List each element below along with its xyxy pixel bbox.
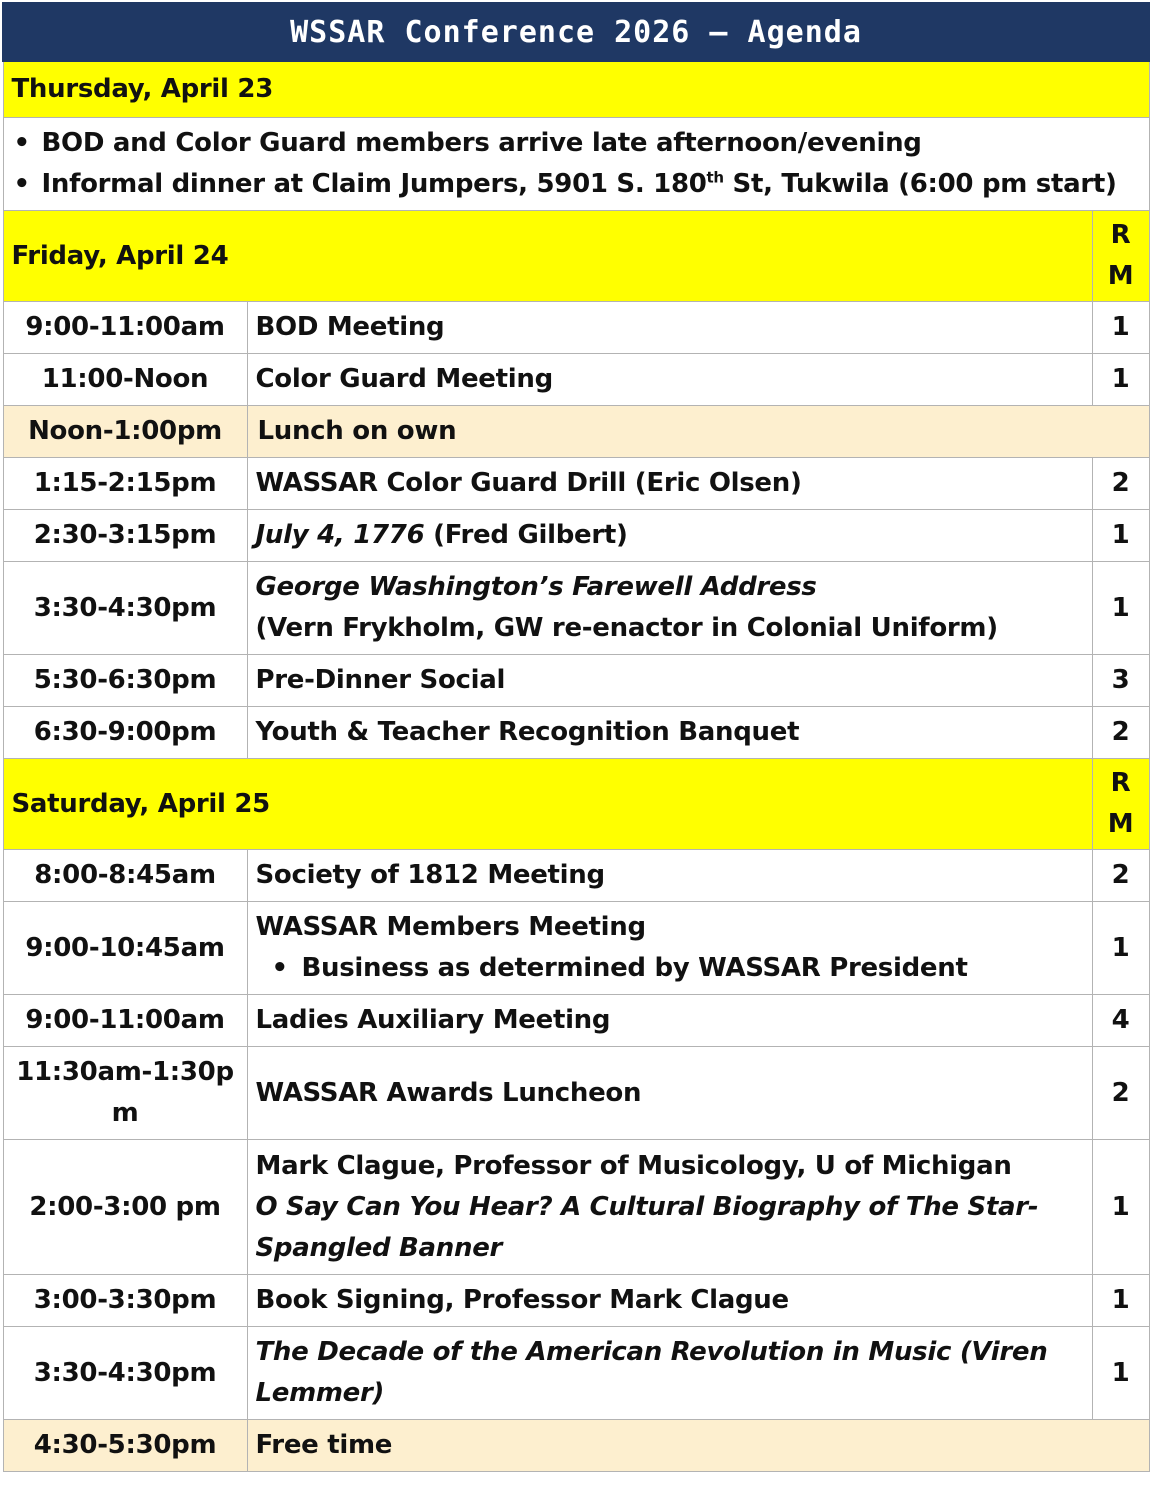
event-cell: Mark Clague, Professor of Musicology, U of Michigan O Say Can You Hear? A Cultural Biography of The Star- Spangled Banner: [247, 1140, 1092, 1275]
room-cell: 1: [1092, 302, 1149, 354]
event-cell: WASSAR Color Guard Drill (Eric Olsen): [247, 458, 1092, 510]
event-cell: WASSAR Awards Luncheon: [247, 1047, 1092, 1140]
event-cell: Society of 1812 Meeting: [247, 850, 1092, 902]
time-cell: 3:30-4:30pm: [3, 562, 247, 655]
agenda-table: [2, 2, 1150, 1472]
event-cell: July 4, 1776 (Fred Gilbert): [247, 510, 1092, 562]
table-row: [3, 510, 1149, 562]
room-column-header: R M: [1092, 759, 1149, 850]
time-cell: 2:30-3:15pm: [3, 510, 247, 562]
time-cell: 3:30-4:30pm: [3, 1327, 247, 1420]
event-cell: Free time: [247, 1420, 1149, 1472]
event-cell: The Decade of the American Revolution in Music (Viren Lemmer): [247, 1327, 1092, 1420]
table-row: [3, 1327, 1149, 1420]
time-cell: 3:00-3:30pm: [3, 1275, 247, 1327]
bullet-icon: •: [271, 953, 288, 983]
time-cell: 4:30-5:30pm: [3, 1420, 247, 1472]
day-heading-thursday: Thursday, April 23: [3, 61, 1149, 118]
event-cell: Lunch on own: [247, 406, 1149, 458]
table-row: [3, 995, 1149, 1047]
room-cell: 1: [1092, 562, 1149, 655]
list-item: • BOD and Color Guard members arrive late afternoon/evening: [12, 123, 1141, 164]
event-cell: Youth & Teacher Recognition Banquet: [247, 707, 1092, 759]
room-cell: 2: [1092, 1047, 1149, 1140]
sub-bullet-list: [256, 948, 1084, 989]
time-cell: 6:30-9:00pm: [3, 707, 247, 759]
room-cell: 4: [1092, 995, 1149, 1047]
room-cell: 1: [1092, 1275, 1149, 1327]
table-row: [3, 1140, 1149, 1275]
room-cell: 2: [1092, 458, 1149, 510]
page-title: WSSAR Conference 2026 – Agenda: [3, 3, 1149, 61]
table-row: [3, 707, 1149, 759]
event-cell: Ladies Auxiliary Meeting: [247, 995, 1092, 1047]
time-cell: 8:00-8:45am: [3, 850, 247, 902]
event-cell: Pre-Dinner Social: [247, 655, 1092, 707]
time-cell: 1:15-2:15pm: [3, 458, 247, 510]
event-cell: Book Signing, Professor Mark Clague: [247, 1275, 1092, 1327]
time-cell: 5:30-6:30pm: [3, 655, 247, 707]
list-item: • Business as determined by WASSAR President: [256, 948, 1084, 989]
time-cell: 9:00-11:00am: [3, 995, 247, 1047]
room-cell: 1: [1092, 354, 1149, 406]
room-cell: 1: [1092, 510, 1149, 562]
table-row: [3, 655, 1149, 707]
list-item: • Informal dinner at Claim Jumpers, 5901 S. 180th St, Tukwila (6:00 pm start): [12, 164, 1141, 205]
event-cell: BOD Meeting: [247, 302, 1092, 354]
time-cell: 11:00-Noon: [3, 354, 247, 406]
thursday-bullet-list: [12, 123, 1141, 205]
event-cell: WASSAR Members Meeting • Business as determined by WASSAR President: [247, 902, 1092, 995]
table-row: [3, 902, 1149, 995]
day-heading-friday: Friday, April 24: [3, 211, 1092, 302]
room-cell: 2: [1092, 707, 1149, 759]
table-row: [3, 458, 1149, 510]
table-row: [3, 302, 1149, 354]
day-heading-saturday: Saturday, April 25: [3, 759, 1092, 850]
time-cell: 11:30am-1:30p m: [3, 1047, 247, 1140]
bullet-icon: •: [13, 128, 30, 158]
table-row: [3, 406, 1149, 458]
room-cell: 3: [1092, 655, 1149, 707]
time-cell: 2:00-3:00 pm: [3, 1140, 247, 1275]
bullet-icon: •: [13, 169, 30, 199]
time-cell: 9:00-10:45am: [3, 902, 247, 995]
thursday-notes: [3, 118, 1149, 211]
table-row: [3, 850, 1149, 902]
table-row: [3, 1420, 1149, 1472]
table-row: [3, 354, 1149, 406]
event-cell: Color Guard Meeting: [247, 354, 1092, 406]
room-cell: 2: [1092, 850, 1149, 902]
table-row: [3, 1047, 1149, 1140]
time-cell: Noon-1:00pm: [3, 406, 247, 458]
room-column-header: R M: [1092, 211, 1149, 302]
table-row: [3, 562, 1149, 655]
event-cell: George Washington’s Farewell Address (Vern Frykholm, GW re-enactor in Colonial Uniform): [247, 562, 1092, 655]
room-cell: 1: [1092, 1327, 1149, 1420]
room-cell: 1: [1092, 1140, 1149, 1275]
table-row: [3, 1275, 1149, 1327]
room-cell: 1: [1092, 902, 1149, 995]
time-cell: 9:00-11:00am: [3, 302, 247, 354]
